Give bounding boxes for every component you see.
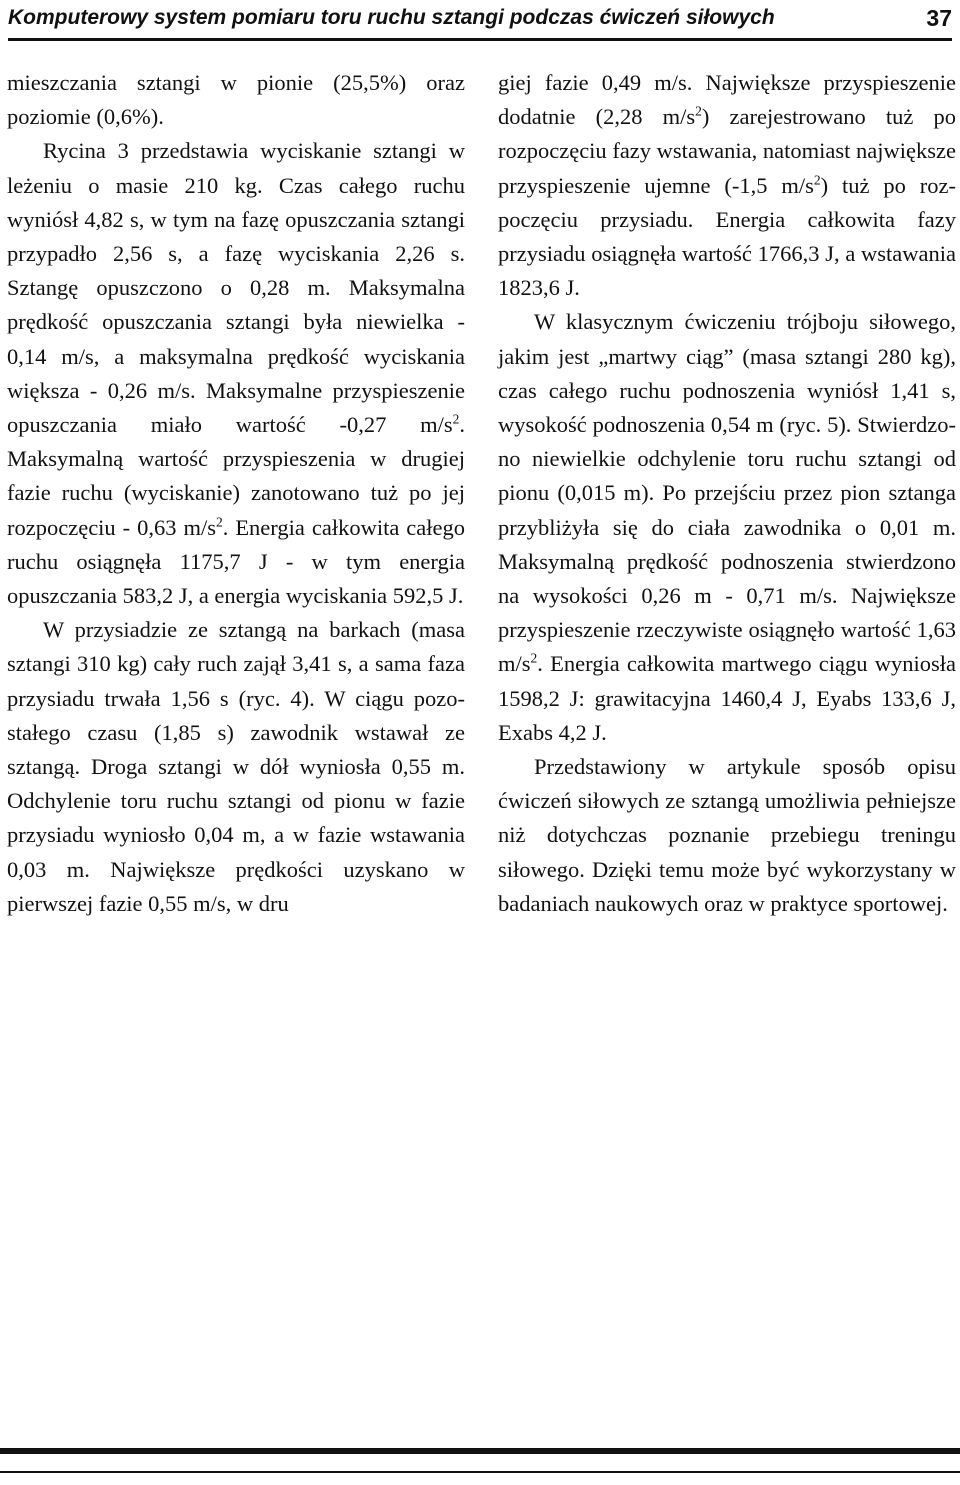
text: giej fazie 0,49 m/s. Największe przyspieszenie dodatnie (2,28 m/s bbox=[498, 70, 956, 130]
footer-rule-thin bbox=[0, 1471, 960, 1473]
paragraph-squat bbox=[7, 613, 465, 921]
page-number: 37 bbox=[926, 4, 952, 31]
right-column bbox=[498, 66, 956, 921]
paragraph-squat-continued bbox=[498, 66, 956, 305]
paragraph-conclusion bbox=[498, 750, 956, 921]
text: W przysiadzie ze sztangą na barkach (masa sztangi 310 kg) cały ruch zajął 3,41 s, a sama faza przysiadu trwała 1,56 s (ryc. 4). W ciągu pozostałego czasu (1,85 s) zawodnik wstawał ze sztangą. Droga sztangi w dół wyniosła 0,55 m. Odchylenie toru ruchu sztangi od pionu w fazie przysiadu wyniosło 0,04 m, a w fazie wstawania 0,03 m. Największe prędkości uzyskano w pierwszej fazie 0,55 m/s, w dru bbox=[7, 617, 465, 916]
header-rule bbox=[8, 38, 952, 41]
footer-rule-thick bbox=[0, 1448, 960, 1454]
paragraph-deadlift bbox=[498, 305, 956, 750]
text: Przedstawiony w artykule sposób opisu ćwiczeń siłowych ze sztangą umożliwia pełniejsze niż dotychczas poznanie przebiegu treningu siłowego. Dzięki temu może być wykorzystany w badaniach naukowych oraz w praktyce sportowej. bbox=[498, 754, 956, 916]
superscript: 2 bbox=[530, 650, 538, 666]
text: W klasycznym ćwiczeniu trójboju siłowego, jakim jest „martwy ciąg” (masa sztangi 280 kg), czas całego ruchu podnoszenia wyniósł 1,41 s, wysokość podnoszenia 0,54 m (ryc. 5). Stwierdzono niewielkie odchylenie toru ruchu sztangi od pionu (0,015 m). Po przejściu przez pion sztanga przybliżyła się do ciała zawodnika o 0,01 m. Maksymalną prędkość podnoszenia stwierdzono na wysokości 0,26 m - 0,71 m/s. Największe przyspieszenie rzeczywiste osiągnęło wartość 1,63 m/s bbox=[498, 309, 956, 677]
paragraph-bench-press bbox=[7, 134, 465, 613]
text: Rycina 3 przedstawia wyciskanie sztangi w leżeniu o masie 210 kg. Czas całego ruchu wyniósł 4,82 s, w tym na fazę opuszczania sztangi przypadło 2,56 s, a fazę wyciskania 2,26 s. Sztangę opuszczono o 0,28 m. Maksymalna prędkość opuszczania sztangi była niewielka - 0,14 m/s, a maksymalna prędkość wyciskania większa - 0,26 m/s. Maksymalne przyspieszenie opuszczania miało wartość -0,27 m/s bbox=[7, 138, 465, 438]
running-header bbox=[8, 0, 952, 36]
text: mieszczania sztangi w pionie (25,5%) oraz poziomie (0,6%). bbox=[7, 70, 465, 130]
left-column bbox=[7, 66, 465, 921]
text: . Maksymalną wartość przyspieszenia w drugiej fazie ruchu (wyciskanie) zanotowano tuż po jej rozpoczęciu - 0,63 m/s bbox=[7, 412, 465, 540]
text: ) tuż po rozpoczęciu przysiadu. Energia całkowita fazy przysiadu osiągnęła wartość 1766,3 J, a wstawania 1823,6 J. bbox=[498, 172, 956, 301]
superscript: 2 bbox=[215, 514, 223, 530]
superscript: 2 bbox=[813, 172, 821, 188]
running-title: Komputerowy system pomiaru toru ruchu sztangi podczas ćwiczeń siłowych bbox=[8, 6, 775, 29]
text: . Energia całkowita całego ruchu osiągnęła 1175,7 J - w tym energia opuszczania 583,2 J, a energia wyciskania 592,5 J. bbox=[7, 514, 465, 609]
text: ) zarejestrowano tuż po rozpoczęciu fazy wstawania, natomiast największe przyspieszenie ujemne (-1,5 m/s bbox=[498, 104, 957, 198]
superscript: 2 bbox=[452, 411, 460, 427]
paragraph-continued bbox=[7, 66, 465, 134]
text: . Energia całkowita martwego ciągu wyniosła 1598,2 J: grawitacyjna 1460,4 J, Eyabs 133,6 J, Exabs 4,2 J. bbox=[498, 651, 956, 745]
superscript: 2 bbox=[695, 103, 702, 119]
